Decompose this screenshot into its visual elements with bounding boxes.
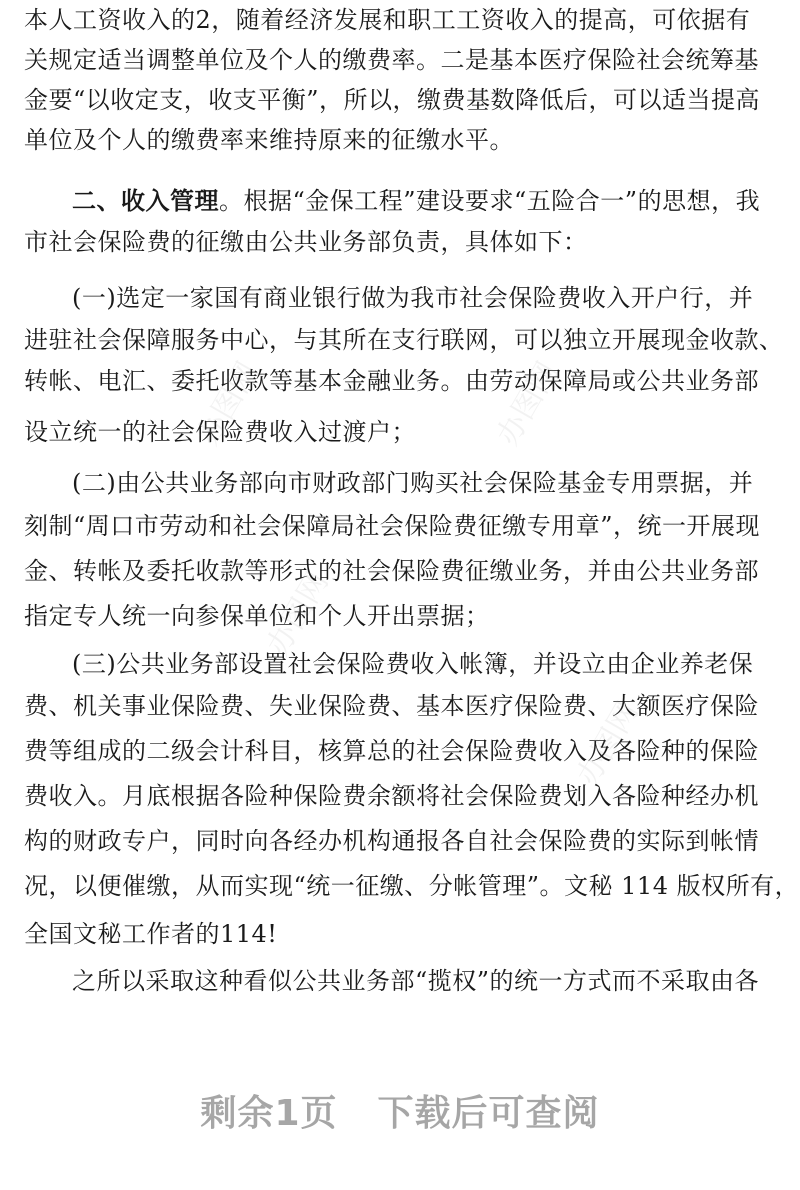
text-line-19: 构的财政专户，同时向各经办机构通报各自社会保险费的实际到帐情 (24, 827, 759, 855)
text-line-12: 刻制“周口市劳动和社会保障局社会保险费征缴专用章”，统一开展现 (24, 512, 761, 540)
text-line-18: 费收入。月底根据各险种保险费余额将社会保险费划入各险种经办机 (24, 782, 759, 810)
download-prompt (0, 1085, 800, 1155)
text-line-8: 进驻社会保障服务中心，与其所在支行联网，可以独立开展现金收款、 (24, 326, 784, 354)
text-line-20: 况，以便催缴，从而实现“统一征缴、分帐管理”。文秘 114 版权所有， (24, 872, 800, 900)
text-line-11: (二)由公共业务部向市财政部门购买社会保险基金专用票据，并 (72, 469, 754, 497)
text-line-22: 之所以采取这种看似公共业务部“揽权”的统一方式而不采取由各 (72, 967, 760, 995)
watermark-4: 办图网 (570, 696, 646, 792)
text-line-9: 转帐、电汇、委托收款等基本金融业务。由劳动保障局或公共业务部 (24, 367, 759, 395)
text-line-10: 设立统一的社会保险费收入过渡户； (24, 418, 416, 446)
text-line-17: 费等组成的二级会计科目，核算总的社会保险费收入及各险种的保险 (24, 737, 759, 765)
text-line-14: 指定专人统一向参保单位和个人开出票据； (24, 602, 490, 630)
watermark-1: 办图网 (190, 356, 266, 452)
remaining-pages-label: 剩余1页 (200, 1093, 338, 1134)
section-heading-line (24, 181, 760, 221)
download-to-view-label[interactable]: 下载后可查阅 (377, 1093, 600, 1134)
text-line-15: (三)公共业务部设置社会保险费收入帐簿，并设立由企业养老保 (72, 650, 754, 678)
text-line-16: 费、机关事业保险费、失业保险费、基本医疗保险费、大额医疗保险 (24, 692, 759, 720)
watermark-3: 办图网 (260, 566, 336, 662)
text-line-6: 市社会保险费的征缴由公共业务部负责，具体如下： (24, 228, 588, 256)
section-heading: 二、收入管理 (72, 186, 219, 215)
text-line-1: 本人工资收入的2，随着经济发展和职工工资收入的提高，可依据有 (24, 6, 751, 34)
text-line-21: 全国文秘工作者的114! (24, 920, 278, 948)
text-line-13: 金、转帐及委托收款等形式的社会保险费征缴业务，并由公共业务部 (24, 557, 759, 585)
text-line-4: 单位及个人的缴费率来维持原来的征缴水平。 (24, 126, 514, 154)
text-line-2: 关规定适当调整单位及个人的缴费率。二是基本医疗保险社会统筹基 (24, 46, 759, 74)
section-heading-rest: 。根据“金保工程”建设要求“五险合一”的思想，我 (219, 187, 761, 215)
text-line-7: (一)选定一家国有商业银行做为我市社会保险费收入开户行，并 (72, 284, 754, 312)
watermark-2: 办图网 (490, 356, 566, 452)
text-line-3: 金要“以收定支，收支平衡”，所以，缴费基数降低后，可以适当提高 (24, 86, 761, 114)
